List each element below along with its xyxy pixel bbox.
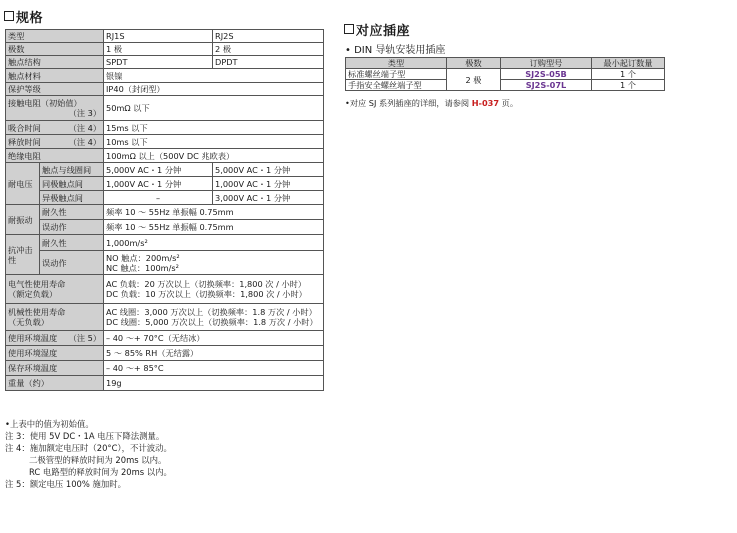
shock-value: 1,000m/s²: [104, 235, 324, 251]
dielectric-rj2s: 3,000V AC・1 分钟: [213, 191, 324, 205]
contact-material-label: 触点材料: [6, 69, 104, 83]
pickup-time-row: [6, 121, 324, 135]
checkbox-square-icon: [4, 11, 14, 21]
socket-header-cell: 极数: [447, 58, 501, 69]
dielectric-rj2s: 1,000V AC・1 分钟: [213, 177, 324, 191]
storage-temp-value: – 40 ～+ 85°C: [104, 361, 324, 376]
contact-structure-rj2s: DPDT: [213, 56, 324, 69]
weight-value: 19g: [104, 376, 324, 391]
socket-type: 手指安全螺丝端子型: [346, 80, 447, 91]
insulation-row: [6, 149, 324, 163]
shock-label: 抗冲击性: [6, 235, 40, 275]
footnote: 注 4：施加额定电压时（20°C），不计波动。: [5, 443, 172, 453]
vibration-row-1: [6, 205, 324, 220]
footnote: 注 3：使用 5V DC・1A 电压下降法测量。: [5, 431, 165, 441]
socket-subtitle: • DIN 导轨安装用插座: [345, 45, 446, 56]
insulation-label: 绝缘电阻: [6, 149, 104, 163]
ambient-temp-label: 使用环境温度 （注 5）: [6, 331, 104, 346]
ambient-humidity-row: [6, 346, 324, 361]
shock-sublabel: 误动作: [40, 251, 104, 275]
socket-table: [345, 57, 665, 91]
socket-header-row: [346, 58, 665, 69]
contact-resistance-label: 接触电阻（初始值） （注 3）: [6, 96, 104, 121]
poles-rj1s: 1 极: [104, 43, 213, 56]
contact-structure-label: 触点结构: [6, 56, 104, 69]
electrical-life-row: [6, 275, 324, 304]
ambient-temp-value: – 40 ～+ 70°C（无结冰）: [104, 331, 324, 346]
weight-row: [6, 376, 324, 391]
vibration-value: 频率 10 ～ 55Hz 单振幅 0.75mm: [104, 205, 324, 220]
contact-structure-rj1s: SPDT: [104, 56, 213, 69]
ambient-humidity-label: 使用环境湿度: [6, 346, 104, 361]
dielectric-sublabel: 异极触点间: [40, 191, 104, 205]
shock-value: NO 触点：200m/s² NC 触点：100m/s²: [104, 251, 324, 275]
type-label: 类型: [6, 30, 104, 43]
pickup-time-label: 吸合时间 （注 4）: [6, 121, 104, 135]
footnote: 二极管型的释放时间为 20ms 以内。: [29, 455, 167, 465]
pickup-time-value: 15ms 以下: [104, 121, 324, 135]
footnote: RC 电路型的释放时间为 20ms 以内。: [29, 467, 172, 477]
footnote: •上表中的值为初始值。: [5, 419, 94, 429]
vibration-label: 耐振动: [6, 205, 40, 235]
poles-rj2s: 2 极: [213, 43, 324, 56]
insulation-value: 100mΩ 以上（500V DC 兆欧表）: [104, 149, 324, 163]
socket-qty: 1 个: [592, 80, 665, 91]
footnotes: [5, 418, 172, 490]
socket-model-link[interactable]: SJ2S-07L: [501, 80, 592, 91]
shock-sublabel: 耐久性: [40, 235, 104, 251]
footnote: 注 5：额定电压 100% 施加时。: [5, 479, 127, 489]
vibration-sublabel: 耐久性: [40, 205, 104, 220]
storage-temp-label: 保存环境温度: [6, 361, 104, 376]
dielectric-sublabel: 同极触点间: [40, 177, 104, 191]
ambient-temp-row: [6, 331, 324, 346]
contact-resistance-row: [6, 96, 324, 121]
mechanical-life-row: [6, 304, 324, 331]
vibration-sublabel: 误动作: [40, 220, 104, 235]
vibration-row-2: [6, 220, 324, 235]
electrical-life-label: 电气性使用寿命 （额定负载）: [6, 275, 104, 304]
storage-temp-row: [6, 361, 324, 376]
poles-row: [6, 43, 324, 56]
shock-row-1: [6, 235, 324, 251]
protection-label: 保护等级: [6, 83, 104, 96]
dielectric-rj2s: 5,000V AC・1 分钟: [213, 163, 324, 177]
dielectric-row-1: [6, 163, 324, 177]
dielectric-rj1s: –: [104, 191, 213, 205]
weight-label: 重量（约）: [6, 376, 104, 391]
socket-type: 标准螺丝端子型: [346, 69, 447, 80]
rj1s-header: RJ1S: [104, 30, 213, 43]
contact-material-value: 银镍: [104, 69, 324, 83]
mechanical-life-value: AC 线圈：3,000 万次以上（切换频率：1.8 万次 / 小时） DC 线圈：5,000 万次以上（切换频率：1.8 万次 / 小时）: [104, 304, 324, 331]
poles-label: 极数: [6, 43, 104, 56]
vibration-value: 频率 10 ～ 55Hz 单振幅 0.75mm: [104, 220, 324, 235]
spec-section-title: 规格: [4, 7, 43, 26]
release-time-row: [6, 135, 324, 149]
release-time-label: 释放时间 （注 4）: [6, 135, 104, 149]
socket-note: •对应 SJ 系列插座的详细，请参阅 H-037 页。: [345, 98, 519, 108]
checkbox-square-icon: [344, 24, 354, 34]
dielectric-rj1s: 1,000V AC・1 分钟: [104, 177, 213, 191]
socket-qty: 1 个: [592, 69, 665, 80]
dielectric-rj1s: 5,000V AC・1 分钟: [104, 163, 213, 177]
rj2s-header: RJ2S: [213, 30, 324, 43]
spec-header-row: [6, 30, 324, 43]
contact-material-row: [6, 69, 324, 83]
socket-row: [346, 69, 665, 80]
contact-structure-row: [6, 56, 324, 69]
dielectric-row-3: [6, 191, 324, 205]
socket-header-cell: 类型: [346, 58, 447, 69]
release-time-value: 10ms 以下: [104, 135, 324, 149]
socket-poles: 2 极: [447, 69, 501, 91]
socket-row: [346, 80, 665, 91]
mechanical-life-label: 机械性使用寿命 （无负载）: [6, 304, 104, 331]
dielectric-label: 耐电压: [6, 163, 40, 205]
electrical-life-value: AC 负载：20 万次以上（切换频率：1,800 次 / 小时） DC 负载：10 万次以上（切换频率：1,800 次 / 小时）: [104, 275, 324, 304]
socket-header-cell: 订购型号: [501, 58, 592, 69]
socket-header-cell: 最小起订数量: [592, 58, 665, 69]
spec-table: [5, 29, 324, 391]
contact-resistance-value: 50mΩ 以下: [104, 96, 324, 121]
socket-model-link[interactable]: SJ2S-05B: [501, 69, 592, 80]
protection-row: [6, 83, 324, 96]
socket-section-title: 对应插座: [344, 20, 410, 39]
shock-row-2: [6, 251, 324, 275]
ambient-humidity-value: 5 ～ 85% RH（无结露）: [104, 346, 324, 361]
dielectric-sublabel: 触点与线圈间: [40, 163, 104, 177]
protection-value: IP40（封闭型）: [104, 83, 324, 96]
page-reference-link[interactable]: H-037: [471, 98, 500, 108]
dielectric-row-2: [6, 177, 324, 191]
